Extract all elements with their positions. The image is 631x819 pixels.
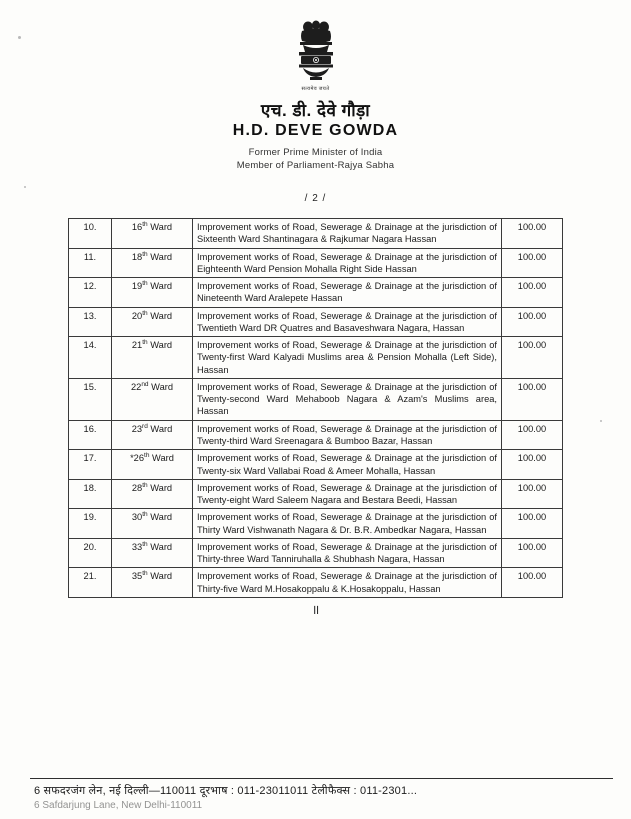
table-row: [69, 337, 563, 379]
ward-suffix: th: [142, 339, 148, 347]
table-row: [69, 450, 563, 480]
cell-description: Improvement works of Road, Sewerage & Drainage at the jurisdiction of Twenty-eight Ward Saleem Nagara and Bestara Beedi, Hassan: [193, 479, 502, 509]
state-emblem-icon: [290, 16, 342, 94]
scan-speck: [18, 36, 21, 39]
ward-number: 33: [131, 541, 143, 552]
cell-description: Improvement works of Road, Sewerage & Drainage at the jurisdiction of Twentieth Ward DR Quatres and Basaveshwara Nagara, Hassan: [193, 307, 502, 337]
cell-amount: 100.00: [502, 219, 563, 249]
ward-suffix: th: [144, 452, 150, 460]
ward-number: 35: [131, 571, 143, 582]
ward-suffix: th: [142, 309, 148, 317]
scan-speck: [600, 420, 602, 422]
ward-suffix: th: [142, 280, 148, 288]
page-number: / 2 /: [304, 193, 327, 204]
cell-serial: 10.: [69, 219, 112, 249]
cell-amount: 100.00: [502, 568, 563, 598]
ward-label: Ward: [150, 310, 173, 321]
ward-label: Ward: [150, 251, 173, 262]
table-row: [69, 219, 563, 249]
emblem-caption: सत्यमेव जयते: [301, 86, 330, 92]
ward-label: Ward: [150, 571, 173, 582]
ward-suffix: th: [142, 511, 148, 519]
cell-description: Improvement works of Road, Sewerage & Drainage at the jurisdiction of Twenty-second Ward Mehaboob Nagara & Azam's Muslims area, Hassan: [193, 378, 502, 420]
cell-amount: 100.00: [502, 420, 563, 450]
ward-label: Ward: [150, 541, 173, 552]
cell-amount: 100.00: [502, 378, 563, 420]
cell-serial: 14.: [69, 337, 112, 379]
cell-ward: [112, 450, 193, 480]
ward-number: 20: [131, 310, 143, 321]
cell-amount: 100.00: [502, 509, 563, 539]
cell-description: Improvement works of Road, Sewerage & Drainage at the jurisdiction of Thirty-five Ward M.Hosakoppalu & K.Hosakoppalu, Hassan: [193, 568, 502, 598]
ward-number: 16: [131, 222, 143, 233]
ward-number: 28: [131, 482, 143, 493]
ward-label: Ward: [152, 453, 174, 464]
cell-amount: 100.00: [502, 307, 563, 337]
cell-ward: [112, 479, 193, 509]
cell-serial: 18.: [69, 479, 112, 509]
cell-amount: 100.00: [502, 450, 563, 480]
ward-suffix: th: [142, 570, 148, 578]
ward-number: 30: [131, 512, 143, 523]
designation-mp: Member of Parliament-Rajya Sabha: [236, 160, 395, 171]
ward-label: Ward: [150, 340, 173, 351]
table-row: [69, 420, 563, 450]
cell-description: Improvement works of Road, Sewerage & Drainage at the jurisdiction of Nineteenth Ward Aralepete Hassan: [193, 278, 502, 308]
ward-suffix: th: [142, 481, 148, 489]
table-row: [69, 378, 563, 420]
footer-address-secondary: 6 Safdarjung Lane, New Delhi-110011: [34, 800, 203, 811]
table-row: [69, 248, 563, 278]
scan-speck: [24, 186, 26, 188]
cell-serial: 11.: [69, 248, 112, 278]
table-row: [69, 479, 563, 509]
ward-suffix: rd: [142, 422, 148, 430]
cell-description: Improvement works of Road, Sewerage & Drainage at the jurisdiction of Thirty-three Ward Tanniruhalla & Shubhash Nagara, Hassan: [193, 538, 502, 568]
footer-address: 6 सफदरजंग लेन, नई दिल्ली—110011 दूरभाष : 011-23011011 टेलीफैक्स : 011-2301...: [34, 785, 418, 797]
cell-description: Improvement works of Road, Sewerage & Drainage at the jurisdiction of Twenty-six Ward Vallabai Road & Ameer Mohalla, Hassan: [193, 450, 502, 480]
cell-ward: [112, 509, 193, 539]
ward-label: Ward: [150, 222, 173, 233]
cell-amount: 100.00: [502, 278, 563, 308]
cell-description: Improvement works of Road, Sewerage & Drainage at the jurisdiction of Eighteenth Ward Pension Mohalla Right Side Hassan: [193, 248, 502, 278]
cell-serial: 12.: [69, 278, 112, 308]
cell-amount: 100.00: [502, 538, 563, 568]
cell-serial: 13.: [69, 307, 112, 337]
table-row: [69, 307, 563, 337]
name-english: H.D. DEVE GOWDA: [232, 122, 399, 139]
cell-amount: 100.00: [502, 337, 563, 379]
cell-ward: [112, 538, 193, 568]
cell-ward: [112, 378, 193, 420]
cell-serial: 15.: [69, 378, 112, 420]
cell-ward: [112, 307, 193, 337]
cell-serial: 21.: [69, 568, 112, 598]
cell-description: Improvement works of Road, Sewerage & Drainage at the jurisdiction of Twenty-first Ward Kalyadi Muslims area & Pension Mohalla (Left Side), Hassan: [193, 337, 502, 379]
table-row: [69, 538, 563, 568]
ward-suffix: th: [142, 250, 148, 258]
works-table-body: [69, 219, 563, 598]
cell-description: Improvement works of Road, Sewerage & Drainage at the jurisdiction of Sixteenth Ward Shantinagara & Rajkumar Nagara Hassan: [193, 219, 502, 249]
ward-label: Ward: [150, 423, 173, 434]
cell-ward: [112, 420, 193, 450]
ward-suffix: nd: [141, 380, 149, 388]
ward-label: Ward: [150, 482, 173, 493]
ward-label: Ward: [150, 281, 173, 292]
cell-amount: 100.00: [502, 479, 563, 509]
cell-ward: [112, 219, 193, 249]
ward-number: 22: [130, 382, 142, 393]
ward-number: 23: [131, 423, 143, 434]
cell-serial: 16.: [69, 420, 112, 450]
ward-number: 21: [131, 340, 143, 351]
ward-suffix: th: [142, 221, 148, 228]
cell-description: Improvement works of Road, Sewerage & Drainage at the jurisdiction of Twenty-third Ward Sreenagara & Bumboo Bazar, Hassan: [193, 420, 502, 450]
cell-description: Improvement works of Road, Sewerage & Drainage at the jurisdiction of Thirty Ward Vishwanath Nagara & Dr. B.R. Ambedkar Nagara, Hassan: [193, 509, 502, 539]
name-hindi: एच. डी. देवे गौड़ा: [260, 101, 371, 120]
cell-serial: 17.: [69, 450, 112, 480]
table-row: [69, 278, 563, 308]
cell-ward: [112, 248, 193, 278]
works-table: [68, 218, 563, 598]
cell-amount: 100.00: [502, 248, 563, 278]
designation-former-pm: Former Prime Minister of India: [248, 147, 383, 158]
ward-number: 18: [131, 251, 143, 262]
ward-suffix: th: [142, 540, 148, 548]
cell-ward: [112, 568, 193, 598]
ward-number: *26: [130, 453, 145, 464]
ward-label: Ward: [150, 512, 173, 523]
cell-serial: 19.: [69, 509, 112, 539]
ward-number: 19: [131, 281, 143, 292]
cell-ward: [112, 337, 193, 379]
cell-serial: 20.: [69, 538, 112, 568]
signature-mark: ॥: [311, 601, 320, 617]
cell-ward: [112, 278, 193, 308]
ward-label: Ward: [151, 382, 174, 393]
letterhead: [0, 0, 631, 171]
table-row: [69, 509, 563, 539]
footer: [0, 778, 631, 811]
table-row: [69, 568, 563, 598]
